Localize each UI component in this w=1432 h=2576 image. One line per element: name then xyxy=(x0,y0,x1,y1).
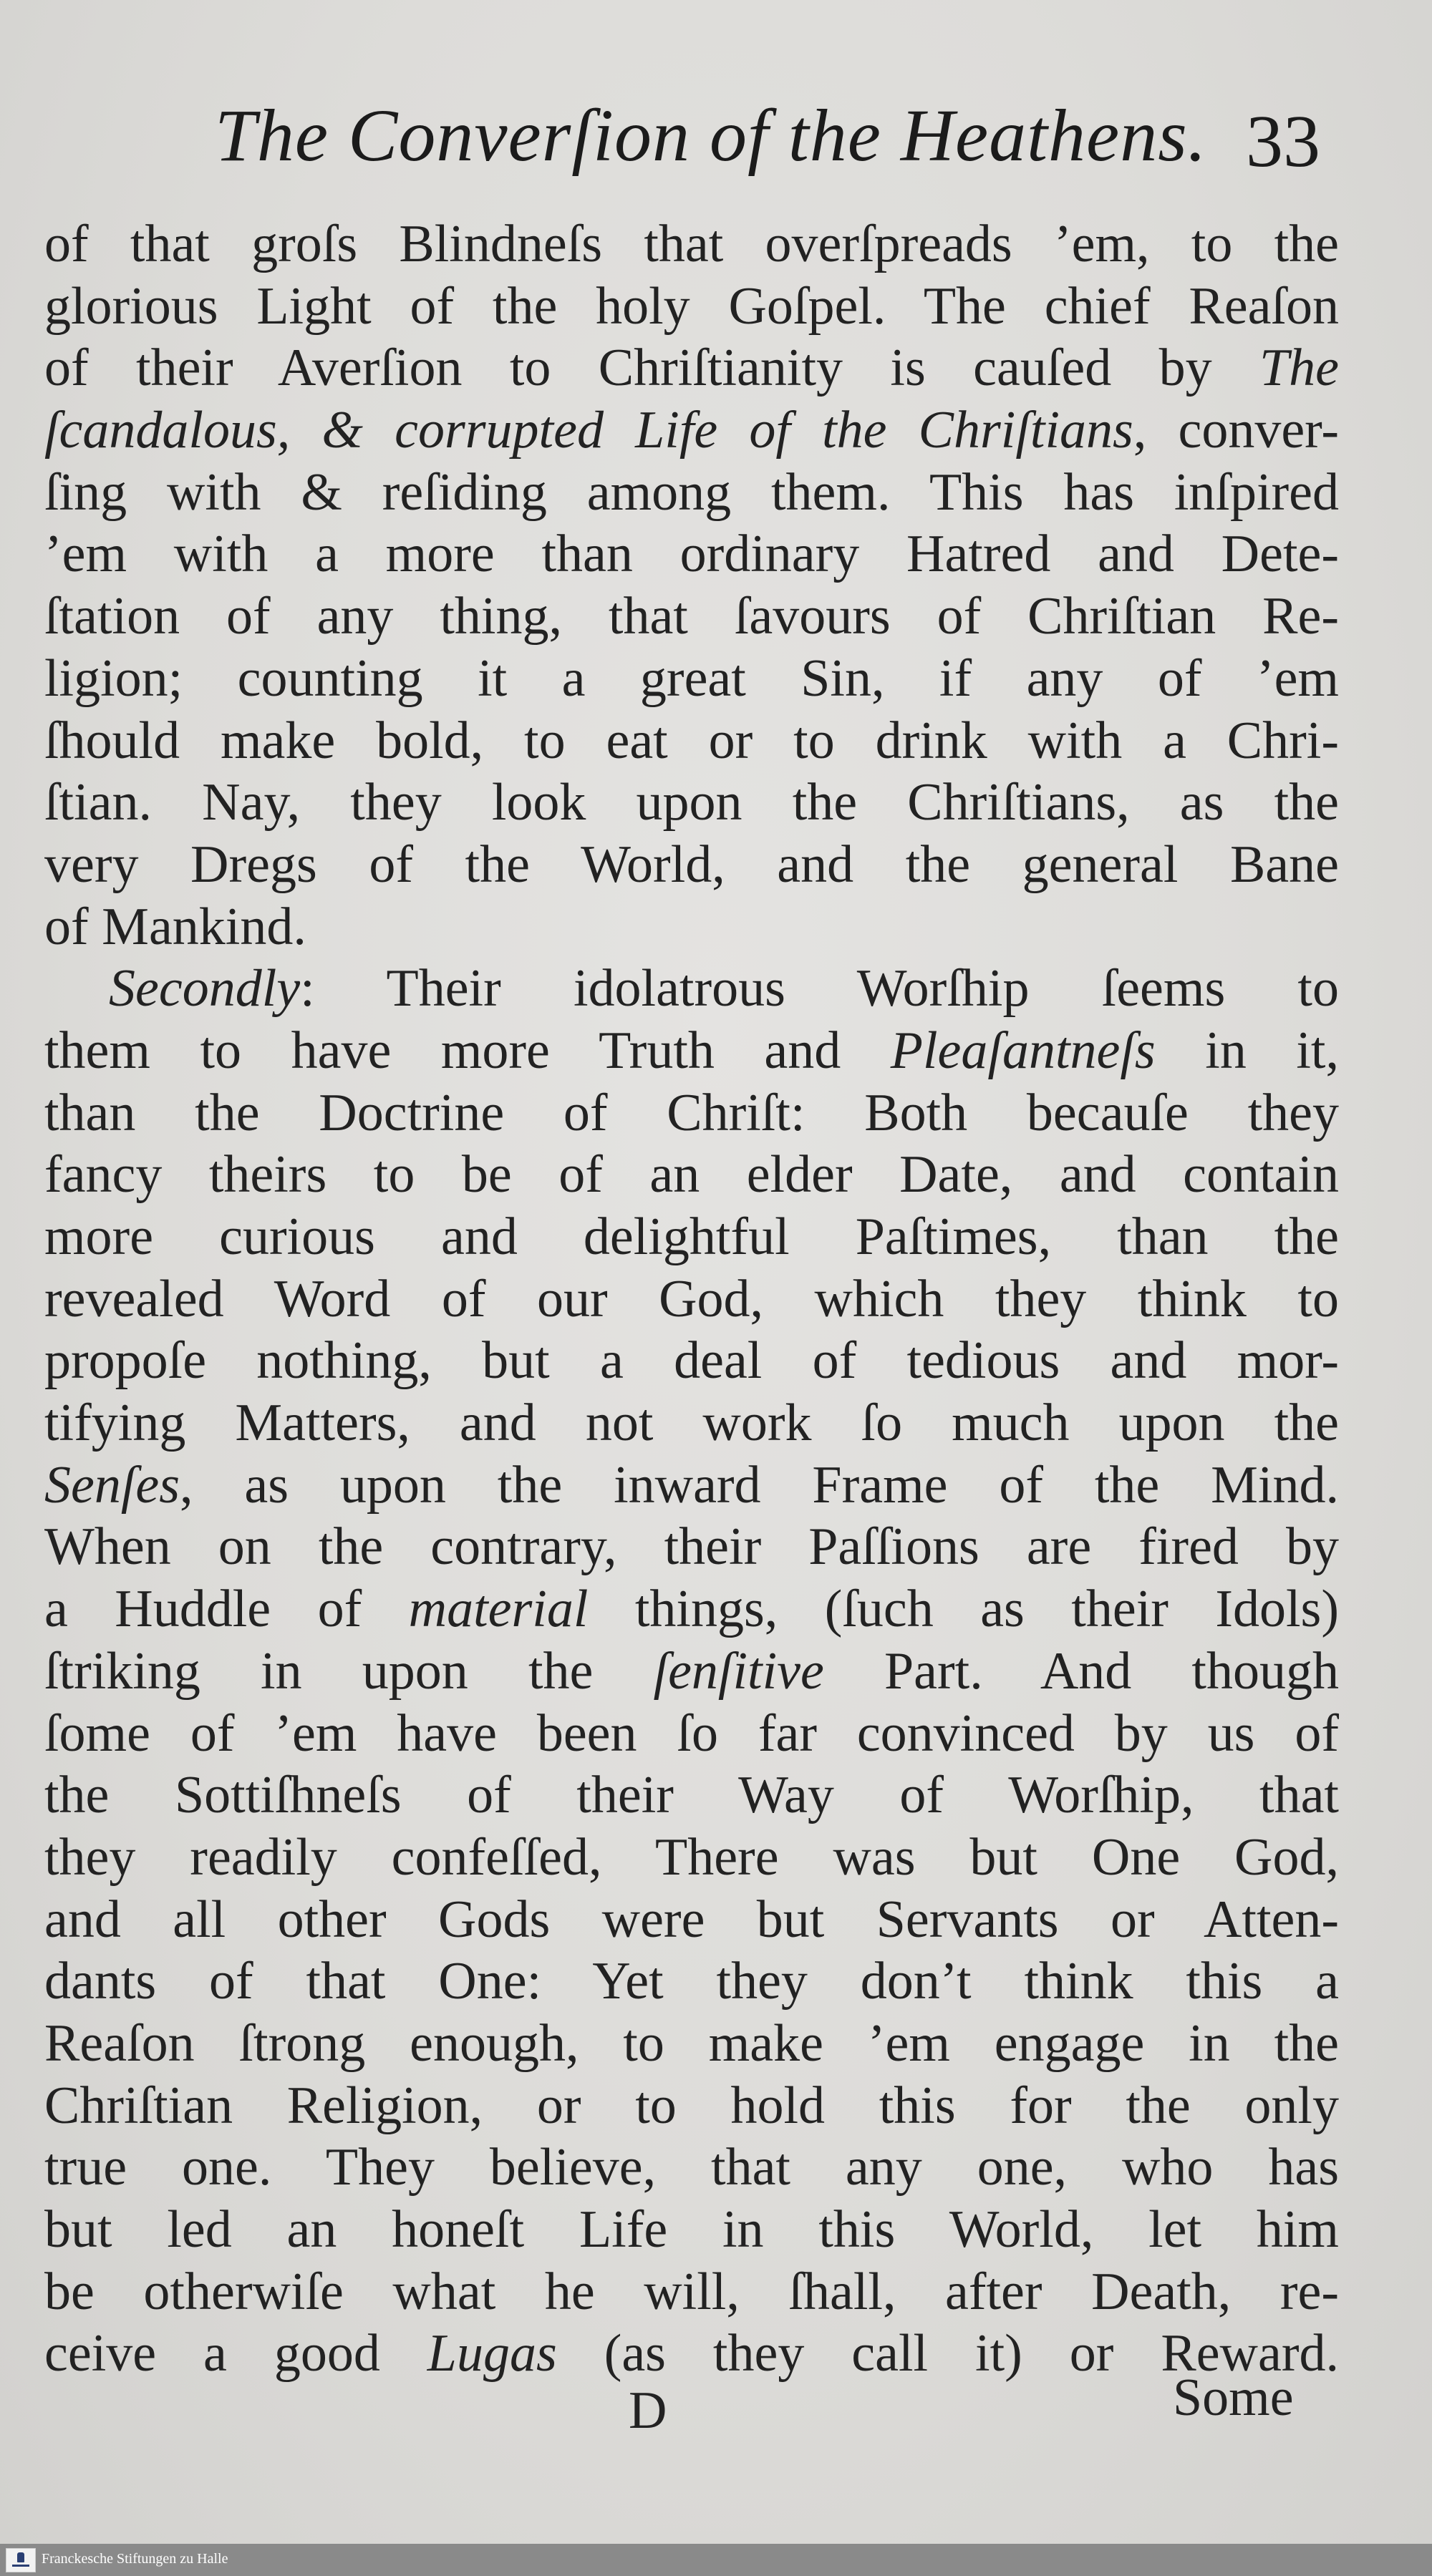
text-span: the Sottiſhneſs of their Way of Worſhip, that xyxy=(44,1766,1339,1825)
text-line xyxy=(44,1703,1339,1765)
text-line xyxy=(44,1827,1339,1889)
text-line xyxy=(44,2013,1339,2075)
text-span: fancy theirs to be of an elder Date, and contain xyxy=(44,1145,1339,1205)
text-span: glorious Light of the holy Goſpel. The chief Reaſon xyxy=(44,276,1339,336)
text-span: (as they call it) or Reward. xyxy=(556,2324,1339,2383)
text-line xyxy=(44,1764,1339,1827)
body-text xyxy=(44,213,1339,2385)
italic-span: Lugas xyxy=(427,2324,557,2383)
italic-span: Senſes xyxy=(44,1455,180,1515)
text-span: ſtriking in upon the xyxy=(44,1641,654,1701)
italic-span: Pleaſantneſs xyxy=(890,1021,1156,1080)
text-line xyxy=(44,1516,1339,1578)
text-span: : Their idolatrous Worſhip ſeems to xyxy=(300,959,1339,1019)
text-line xyxy=(44,896,1339,958)
text-span: of their Averſion to Chriſtianity is cauſed by xyxy=(44,339,1259,398)
signature-mark: D xyxy=(629,2381,667,2440)
text-span: and all other Gods were but Servants or Atten- xyxy=(44,1890,1339,1949)
text-span: , as upon the inward Frame of the Mind. xyxy=(180,1455,1339,1515)
text-span: ſing with & reſiding among them. This has inſpired xyxy=(44,462,1339,522)
text-line xyxy=(44,462,1339,524)
text-line xyxy=(44,1392,1339,1454)
text-line xyxy=(44,2199,1339,2261)
text-span: they readily confeſſed, There was but One God, xyxy=(44,1827,1339,1887)
text-line xyxy=(44,1144,1339,1206)
text-span: ſhould make bold, to eat or to drink with a Chri- xyxy=(44,711,1339,770)
archive-label: Franckesche Stiftungen zu Halle xyxy=(42,2551,228,2567)
italic-span: ſenſitive xyxy=(653,1641,824,1701)
text-span: Part. And though xyxy=(823,1641,1339,1701)
text-span: Reaſon ſtrong enough, to make ’em engage in the xyxy=(44,2013,1339,2073)
running-title: The Converſion of the Heathens. xyxy=(215,94,1207,177)
text-line xyxy=(44,523,1339,585)
text-line xyxy=(44,1454,1339,1517)
text-span: propoſe nothing, but a deal of tedious and mor- xyxy=(44,1331,1339,1391)
text-span: tifying Matters, and not work ſo much upon the xyxy=(44,1394,1339,1453)
text-line xyxy=(44,1578,1339,1641)
text-line xyxy=(44,2137,1339,2199)
italic-span: Secondly xyxy=(109,959,301,1019)
text-line xyxy=(44,710,1339,772)
text-span: but led an honeſt Life in this World, let him xyxy=(44,2200,1339,2259)
text-span: ſtation of any thing, that ſavours of Chriſtian Re- xyxy=(44,587,1339,646)
text-span: very Dregs of the World, and the general Bane xyxy=(44,835,1339,894)
text-span: things, (ſuch as their Idols) xyxy=(588,1580,1339,1639)
text-span: be otherwiſe what he will, ſhall, after Death, re- xyxy=(44,2262,1339,2321)
italic-span: The xyxy=(1259,339,1339,398)
text-span: dants of that One: Yet they don’t think this a xyxy=(44,1952,1339,2011)
text-span: more curious and delightful Paſtimes, than the xyxy=(44,1207,1339,1266)
text-span: them to have more Truth and xyxy=(44,1021,891,1080)
text-span: revealed Word of our God, which they think to xyxy=(44,1269,1339,1328)
text-line xyxy=(44,2323,1339,2385)
text-span: Chriſtian Religion, or to hold this for the only xyxy=(44,2076,1339,2135)
italic-span: material xyxy=(408,1580,589,1639)
text-line xyxy=(44,958,1339,1020)
text-line xyxy=(44,1641,1339,1703)
text-span: true one. They believe, that any one, who has xyxy=(44,2138,1339,2197)
text-line xyxy=(44,2261,1339,2323)
text-span: , conver- xyxy=(1133,401,1339,460)
page-header xyxy=(0,86,1432,193)
text-line xyxy=(44,1950,1339,2013)
text-span: ligion; counting it a great Sin, if any of ’em xyxy=(44,648,1339,708)
text-line xyxy=(44,2075,1339,2137)
text-line xyxy=(44,1082,1339,1144)
text-line xyxy=(44,585,1339,648)
archive-footer-bar xyxy=(0,2544,1432,2576)
text-line xyxy=(44,213,1339,276)
text-line xyxy=(44,276,1339,338)
text-line xyxy=(44,1330,1339,1392)
franckesche-stiftungen-logo-icon xyxy=(6,2548,36,2572)
text-span: of that groſs Blindneſs that overſpreads ’em, to the xyxy=(44,215,1339,273)
text-span: than the Doctrine of Chriſt: Both becauſe they xyxy=(44,1083,1339,1142)
text-span: in it, xyxy=(1155,1021,1339,1080)
text-span: When on the contrary, their Paſſions are fired by xyxy=(44,1517,1339,1577)
text-line xyxy=(44,834,1339,896)
text-line xyxy=(44,337,1339,399)
text-span: of Mankind. xyxy=(44,897,306,956)
text-span: ceive a good xyxy=(44,2324,427,2383)
text-line xyxy=(44,1020,1339,1082)
page-number: 33 xyxy=(1246,100,1320,183)
text-line xyxy=(44,1889,1339,1951)
catchword: Some xyxy=(1173,2368,1294,2427)
text-span: a Huddle of xyxy=(44,1580,409,1639)
text-span: ſome of ’em have been ſo far convinced by us of xyxy=(44,1703,1339,1763)
text-line xyxy=(44,772,1339,834)
text-line xyxy=(44,399,1339,462)
text-line xyxy=(44,1268,1339,1331)
text-span: ’em with a more than ordinary Hatred and Dete- xyxy=(44,525,1339,584)
text-line xyxy=(44,1206,1339,1268)
text-line xyxy=(44,648,1339,710)
italic-span: ſcandalous, & corrupted Life of the Chriſtians xyxy=(44,401,1133,460)
text-span: ſtian. Nay, they look upon the Chriſtians, as the xyxy=(44,773,1339,832)
